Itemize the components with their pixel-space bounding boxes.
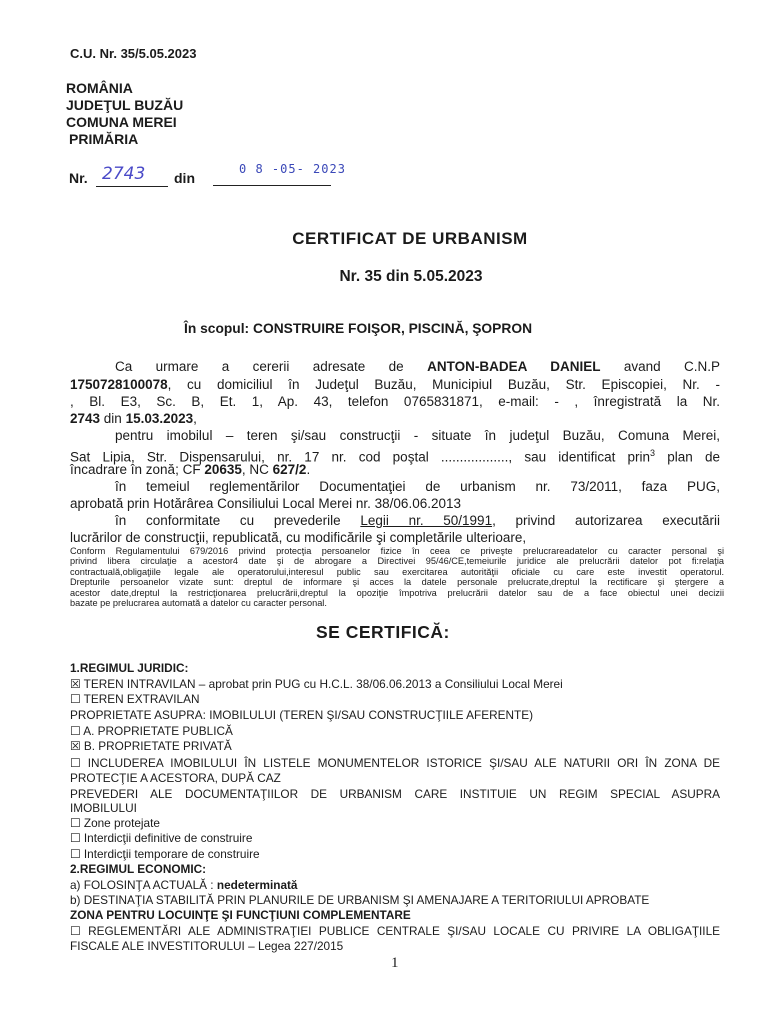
issuer-commune: COMUNA MEREI [66, 114, 177, 130]
registration-nr-line [96, 166, 168, 187]
gdpr-notice [70, 546, 724, 608]
checkbox-row-privata [70, 739, 232, 754]
folosinta-label: a) FOLOSINŢA ACTUALĂ : [70, 878, 217, 892]
reglementari-continuation: FISCALE ALE INVESTITORULUI – Legea 227/2015 [70, 939, 344, 953]
section1-heading: 1.REGIMUL JURIDIC: [70, 661, 189, 675]
document-title: CERTIFICAT DE URBANISM [292, 229, 528, 248]
paragraph-line-4 [70, 411, 197, 427]
nc-number: 627/2 [272, 462, 307, 477]
paragraph-text: aprobată prin Hotărârea Consiliului Local Merei nr. 38/06.06.2013 [70, 496, 461, 511]
checkbox-row-interdictii-temporare [70, 847, 260, 862]
checkbox-unchecked-icon: ☐ [70, 831, 81, 845]
checkbox-unchecked-icon: ☐ [70, 816, 81, 830]
paragraph-text: , privind autorizarea executării [492, 513, 720, 528]
paragraph-text: plan de [655, 449, 720, 465]
gdpr-line: contractuală,obligaţiile legale ale operatorului,interesul public sau exercitarea autorităţii oficiale cu care este investit operatorul. [70, 566, 724, 577]
intravilan-label: TEREN INTRAVILAN – aprobat prin PUG cu H.C.L. 38/06.06.2013 a Consiliului Local Merei [83, 677, 563, 691]
prevederi-line-2: IMOBILULUI [70, 801, 137, 815]
checkbox-unchecked-icon: ☐ [70, 847, 81, 861]
purpose-label: În scopul: [184, 321, 250, 336]
paragraph-text: avand C.N.P [623, 359, 720, 374]
paragraph-line-10 [115, 513, 720, 529]
gdpr-line: privind libera circulaţie a acestor4 date şi de abrogare a Directivei 95/46/CE,temeiurile juridice ale prelucrării datelor pot fi:relaţia [70, 556, 724, 567]
registration-date-stamp: 0 8 -05- 2023 [239, 162, 346, 176]
registration-din-label: din [174, 170, 195, 186]
cf-number: 20635 [204, 462, 242, 477]
prevederi-line-1: PREVEDERI ALE DOCUMENTAŢIILOR DE URBANISM CARE INSTITUIE UN REGIM SPECIAL ASUPRA [70, 787, 720, 801]
folosinta-value: nedeterminată [216, 878, 298, 892]
paragraph-text: din [100, 411, 126, 426]
checkbox-checked-icon: ☒ [70, 739, 81, 753]
proprietate-line: PROPRIETATE ASUPRA: IMOBILULUI (TEREN ŞI/SAU CONSTRUCŢIILE AFERENTE) [70, 708, 533, 722]
paragraph-line-7 [70, 462, 310, 478]
checkbox-row-reglementari [70, 924, 720, 939]
checkbox-row-monumente [70, 756, 720, 771]
registration-nr-handwritten: 2743 [102, 164, 146, 184]
page-number: 1 [391, 955, 399, 971]
se-certifica-heading: SE CERTIFICĂ: [316, 622, 450, 642]
proprietate-privata-label: B. PROPRIETATE PRIVATĂ [83, 739, 232, 753]
paragraph-text: , Bl. E3, Sc. B, Et. 1, Ap. 43, telefon 0765831871, e-mail: - , înregistrată la Nr. [70, 394, 720, 409]
footnote-marker: 3 [650, 448, 656, 458]
paragraph-text: în conformitate cu prevederile [115, 513, 361, 528]
section2-heading: 2.REGIMUL ECONOMIC: [70, 862, 207, 876]
checkbox-row-interdictii-definitive [70, 831, 252, 846]
paragraph-line-8 [115, 479, 720, 495]
issuer-country: ROMÂNIA [66, 80, 133, 96]
zona-line: ZONA PENTRU LOCUINŢE ŞI FUNCŢIUNI COMPLEMENTARE [70, 908, 411, 922]
applicant-name: ANTON-BADEA DANIEL [427, 359, 601, 374]
purpose-value: CONSTRUIRE FOIŞOR, PISCINĂ, ŞOPRON [253, 321, 533, 336]
paragraph-text: Sat Lipia, Str. Dispensarului, nr. 17 nr. cod poştal .................., sau identificat prin [70, 449, 651, 465]
checkbox-checked-icon: ☒ [70, 677, 81, 691]
checkbox-row-zone-protejate [70, 816, 160, 831]
reglementari-label: REGLEMENTĂRI ALE ADMINISTRAŢIEI PUBLICE CENTRALE ŞI/SAU LOCALE CU PRIVIRE LA OBLIGAŢIILE [88, 924, 721, 938]
checkbox-row-publica [70, 724, 233, 739]
paragraph-line-2 [70, 377, 720, 393]
monumente-continuation: PROTECŢIE A ACESTORA, DUPĂ CAZ [70, 771, 281, 785]
paragraph-text: , cu domiciliul în Judeţul Buzău, Municipiul Buzău, Str. Episcopiei, Nr. - [167, 377, 720, 392]
destinatia-line: b) DESTINAŢIA STABILITĂ PRIN PLANURILE DE URBANISM ŞI AMENAJARE A TERITORIULUI APROBATE [70, 893, 650, 907]
paragraph-line-3 [70, 394, 720, 410]
paragraph-line-5 [115, 428, 720, 444]
issuer-office: PRIMĂRIA [69, 131, 139, 147]
gdpr-line: bazate pe prelucrarea automată a datelor cu caracter personal. [70, 598, 327, 609]
issuer-county: JUDEŢUL BUZĂU [66, 97, 184, 113]
extravilan-label: TEREN EXTRAVILAN [83, 692, 200, 706]
registration-date-line [213, 162, 346, 186]
checkbox-unchecked-icon: ☐ [70, 692, 81, 706]
gdpr-line: Conform Regulamentului 679/2016 privind protecţia persoanelor fizice în ceea ce priveşte prelucrareadatelor cu caracter personal şi [70, 546, 724, 556]
gdpr-line: acestor date,dreptul la restricţionarea prelucrării,dreptul la opoziţie împotriva prelucrării datelor sau de a face obiectul unei decizii [70, 587, 724, 598]
zone-protejate-label: Zone protejate [83, 816, 160, 830]
law-reference: Legii nr. 50/1991 [360, 513, 493, 528]
paragraph-text: încadrare în zonă; CF [70, 462, 205, 477]
cu-reference: C.U. Nr. 35/5.05.2023 [70, 46, 197, 61]
gdpr-line: Drepturile persoanelor vizate sunt: dreptul de informare şi acces la datele personale prelucrate,dreptul la rectificare şi ştergere a [70, 577, 724, 588]
paragraph-text: Ca urmare a cererii adresate de [115, 359, 404, 374]
registration-nr-label: Nr. [69, 170, 88, 186]
monumente-label: INCLUDEREA IMOBILULUI ÎN LISTELE MONUMENTELOR ISTORICE ŞI/SAU ALE NATURII ORI ÎN ZONA DE [87, 756, 721, 770]
paragraph-text: , [193, 411, 197, 426]
interdictii-temporare-label: Interdicţii temporare de construire [83, 847, 260, 861]
document-subtitle: Nr. 35 din 5.05.2023 [339, 268, 483, 285]
request-number: 2743 [70, 411, 101, 426]
checkbox-unchecked-icon: ☐ [70, 724, 81, 738]
request-date: 15.03.2023 [125, 411, 194, 426]
paragraph-text: în temeiul reglementărilor Documentaţiei de urbanism nr. 73/2011, faza PUG, [115, 479, 720, 494]
paragraph-text: . [306, 462, 311, 477]
purpose-line [184, 321, 532, 336]
checkbox-row-extravilan [70, 692, 199, 707]
checkbox-unchecked-icon: ☐ [70, 756, 81, 770]
paragraph-text: lucrărilor de construcţii, republicată, cu modificările şi completările ulterioare, [70, 530, 527, 545]
applicant-cnp: 1750728100078 [70, 377, 168, 392]
interdictii-definitive-label: Interdicţii definitive de construire [83, 831, 253, 845]
proprietate-publica-label: A. PROPRIETATE PUBLICĂ [83, 724, 233, 738]
checkbox-row-intravilan [70, 677, 563, 692]
paragraph-text: , NC [241, 462, 273, 477]
paragraph-text: pentru imobilul – teren şi/sau construcţii - situate în judeţul Buzău, Comuna Merei, [115, 428, 720, 443]
checkbox-unchecked-icon: ☐ [70, 924, 81, 938]
paragraph-line-1 [115, 359, 720, 375]
paragraph-line-11 [70, 530, 526, 546]
paragraph-line-9 [70, 496, 461, 512]
folosinta-line [70, 878, 298, 893]
